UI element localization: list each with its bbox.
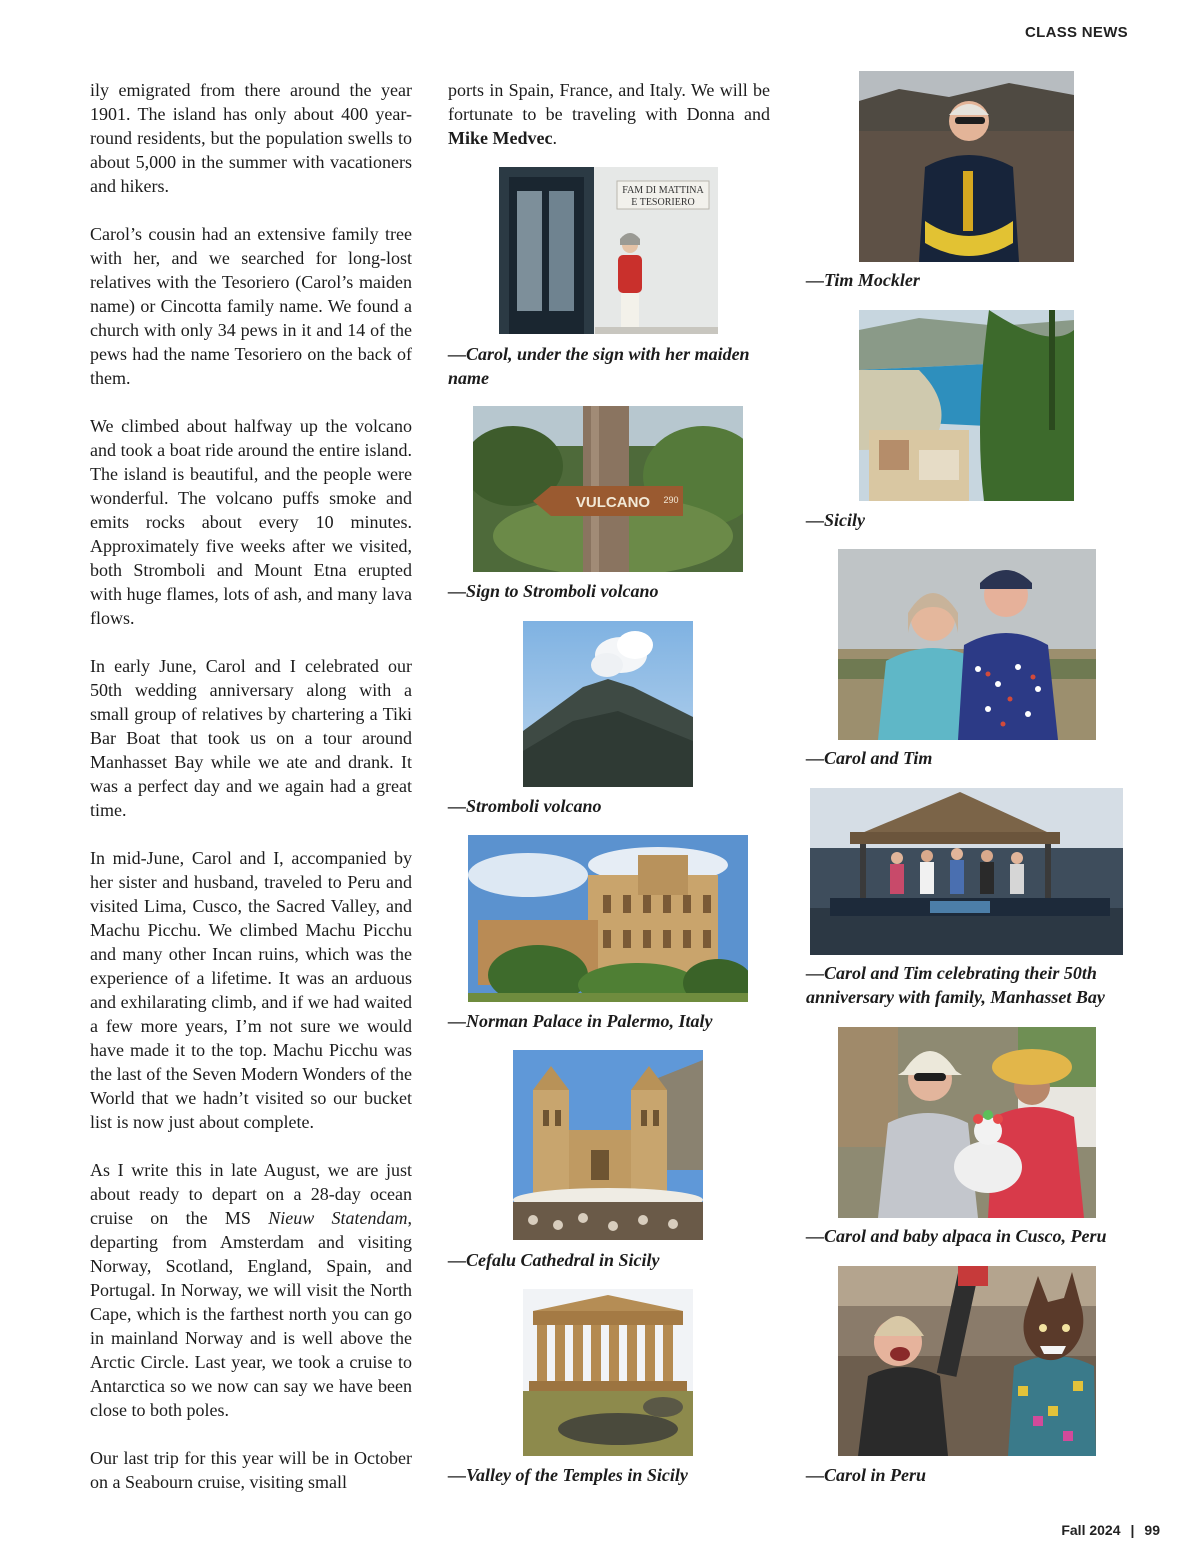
caption-stromboli: —Stromboli volcano xyxy=(448,796,602,816)
photo-carol-peru xyxy=(838,1266,1096,1456)
footer-separator: | xyxy=(1130,1522,1135,1538)
paragraph: ily emigrated from there around the year 1901. The island has only about 400 year-round residents, but the population swells to about 5,000 in the summer with vacationers and hikers. xyxy=(90,80,412,196)
paragraph: In mid-June, Carol and I, accompanied by her sister and husband, traveled to Peru and visited Lima, Cusco, the Sacred Valley, and Machu Picchu. We climbed Machu Picchu and many other Incan ruins, which was the experience of a lifetime. It was an arduous and exhilarating climb, and if we had waited a few more years, I’m not sure we would have made it to the top. Machu Picchu was the last of the Seven Modern Wonders of the World that we hadn’t visited so our bucket list is now just about complete. xyxy=(90,848,412,1132)
photo-vulcano-sign xyxy=(473,406,743,572)
article-column-middle xyxy=(448,78,770,150)
caption-tim: —Tim Mockler xyxy=(806,270,920,290)
ship-name: Nieuw Statendam xyxy=(268,1208,408,1228)
caption-anniversary: —Carol and Tim celebrating their 50th anniversary with family, Manhasset Bay xyxy=(806,963,1105,1007)
page-footer xyxy=(1061,1522,1160,1538)
photo-cefalu xyxy=(513,1050,703,1240)
article-column-left xyxy=(90,78,412,1518)
caption-alpaca: —Carol and baby alpaca in Cusco, Peru xyxy=(806,1226,1107,1246)
paragraph: As I write this in late August, we are just about ready to depart on a 28-day ocean cruise on the MS Nieuw Statendam, departing from Amsterdam and visiting Norway, Scotland, England, Spain, and Portugal. In Norway, we will visit the North Cape, which is the farthest north you can go in mainland Norway and is well above the Arctic Circle. Last year, we took a cruise to Antarctica so we now can say we have been close to both poles. xyxy=(90,1160,412,1420)
caption-vulcano-sign: —Sign to Stromboli volcano xyxy=(448,581,659,601)
photo-carol-tim xyxy=(838,549,1096,740)
photo-norman-palace xyxy=(468,835,748,1002)
photo-alpaca xyxy=(838,1027,1096,1218)
caption-carol-sign: —Carol, under the sign with her maiden name xyxy=(448,344,750,388)
svg-text:VULCANO: VULCANO xyxy=(575,494,651,511)
paragraph: In early June, Carol and I celebrated our 50th wedding anniversary along with a small group of relatives by chartering a Tiki Bar Boat that took us on a tour around Manhasset Bay while we ate and drank. It was a perfect day and we again had a great time. xyxy=(90,656,412,820)
svg-text:E TESORIERO: E TESORIERO xyxy=(631,197,695,208)
caption-norman-palace: —Norman Palace in Palermo, Italy xyxy=(448,1011,713,1031)
caption-sicily: —Sicily xyxy=(806,510,865,530)
paragraph: Our last trip for this year will be in October on a Seabourn cruise, visiting small xyxy=(90,1448,412,1492)
photo-sicily xyxy=(859,310,1074,501)
photo-tiki-boat xyxy=(810,788,1123,955)
caption-temples: —Valley of the Temples in Sicily xyxy=(448,1465,688,1485)
page-number: 99 xyxy=(1144,1522,1160,1538)
issue-label: Fall 2024 xyxy=(1061,1522,1121,1538)
photo-stromboli xyxy=(523,621,693,787)
photo-temples xyxy=(523,1289,693,1456)
photo-tim xyxy=(859,71,1074,262)
section-label: CLASS NEWS xyxy=(1024,24,1128,41)
paragraph: We climbed about halfway up the volcano and took a boat ride around the entire island. The island is beautiful, and the people were wonderful. The volcano puffs smoke and emits rocks about every 10 minutes. Approximately five weeks after we visited, both Stromboli and Mount Etna erupted with huge flames, lots of ash, and many lava flows. xyxy=(90,416,412,628)
svg-text:290: 290 xyxy=(663,495,679,505)
paragraph: ports in Spain, France, and Italy. We will be fortunate to be traveling with Donna and Mike Medvec. xyxy=(448,80,770,148)
svg-text:FAM DI MATTINA: FAM DI MATTINA xyxy=(622,185,704,196)
person-name: Mike Medvec xyxy=(448,128,553,148)
caption-carol-tim: —Carol and Tim xyxy=(806,748,933,768)
caption-carol-peru: —Carol in Peru xyxy=(806,1465,927,1485)
photo-carol-sign xyxy=(499,167,718,334)
paragraph: Carol’s cousin had an extensive family tree with her, and we searched for long-lost relatives with the Tesoriero (Carol’s maiden name) or Cincotta family name. We found a church with only 34 pews in it and 14 of the pews had the name Tesoriero on the back of them. xyxy=(90,224,412,388)
caption-cefalu: —Cefalu Cathedral in Sicily xyxy=(448,1250,660,1270)
